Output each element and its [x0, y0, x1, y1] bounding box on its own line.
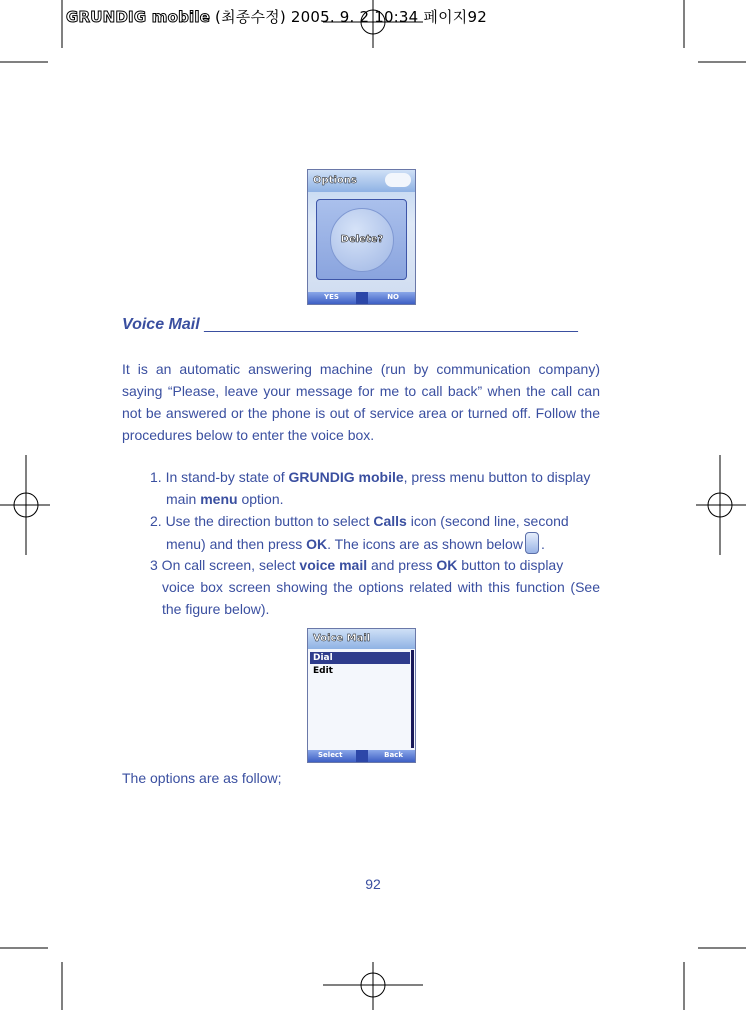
voice-mail-softkey-bar [308, 750, 415, 762]
step-3-voice-mail: voice mail [299, 557, 368, 573]
delete-dialog-circle [330, 208, 394, 272]
no-softkey[interactable]: NO [387, 293, 399, 301]
options-intro-text: The options are as follow; [122, 770, 282, 786]
center-key [356, 292, 368, 304]
step-1-line-2 [166, 488, 600, 510]
print-header-brand: GRUNDIG mobile [66, 8, 211, 26]
step-2-text-2: icon (second line, second [406, 513, 569, 529]
delete-prompt: Delete? [340, 234, 384, 245]
step-3-text-4: voice box screen showing the options related with this function (See the figure below). [162, 579, 600, 617]
options-title: Options [313, 175, 357, 186]
step-1-brand: GRUNDIG mobile [288, 469, 404, 485]
menu-item-edit[interactable]: Edit [313, 666, 333, 676]
section-heading-text: Voice Mail [122, 316, 200, 333]
print-header-info: (최종수정) 2005. 9. 2 10:34 페이지92 [210, 8, 487, 26]
step-1-text-4: option. [237, 491, 284, 507]
yes-softkey[interactable]: YES [324, 293, 339, 301]
intro-text-1: It is an automatic answering machine (run by communication company) saying [122, 361, 600, 399]
step-2-calls: Calls [373, 513, 407, 529]
options-delete-screen [307, 169, 416, 305]
voice-mail-title-bar [308, 629, 415, 649]
step-2-text-4: . The icons are as shown below [327, 536, 523, 552]
step-1-text-2: , press menu button to display [403, 469, 591, 485]
intro-paragraph [122, 358, 600, 446]
step-2-text: 2. Use the direction button to select [150, 513, 374, 529]
intro-text-2: when the call can not be answered or the phone is out of service area or turned off. Follow the procedures below to enter the voice box. [122, 383, 600, 443]
step-2-line-1 [150, 510, 600, 532]
back-softkey[interactable]: Back [384, 751, 403, 759]
section-heading [122, 316, 602, 334]
calls-phone-icon [525, 532, 539, 554]
step-2-ok: OK [306, 536, 328, 552]
step-1-menu: menu [200, 491, 238, 507]
step-3-text: 3 On call screen, select [150, 557, 300, 573]
step-3-line-1 [150, 554, 600, 576]
print-header [66, 6, 487, 27]
step-2-text-3: menu) and then press [166, 536, 307, 552]
center-key [356, 750, 368, 762]
cloud-graphic [385, 173, 411, 187]
step-2-line-2 [166, 532, 600, 555]
page-number: 92 [365, 876, 381, 892]
step-1-text-3: main [166, 491, 201, 507]
heading-underline: __________________________________________ [199, 316, 578, 333]
step-2-period: . [540, 536, 545, 552]
voice-mail-title: Voice Mail [313, 633, 371, 644]
scrollbar[interactable] [411, 650, 414, 748]
step-3-text-2: and press [367, 557, 437, 573]
step-3-ok: OK [436, 557, 458, 573]
voice-mail-screen [307, 628, 416, 763]
step-3-line-2 [162, 576, 600, 620]
step-3-text-3: button to display [457, 557, 564, 573]
select-softkey[interactable]: Select [318, 751, 343, 759]
menu-item-dial[interactable]: Dial [310, 652, 410, 664]
step-1-line-1 [150, 466, 600, 488]
step-1-text: 1. In stand-by state of [150, 469, 289, 485]
delete-dialog [316, 199, 407, 280]
options-title-bar [308, 170, 415, 192]
options-softkey-bar [308, 292, 415, 304]
intro-quote: “Please, leave your message for me to call back” [167, 383, 483, 399]
